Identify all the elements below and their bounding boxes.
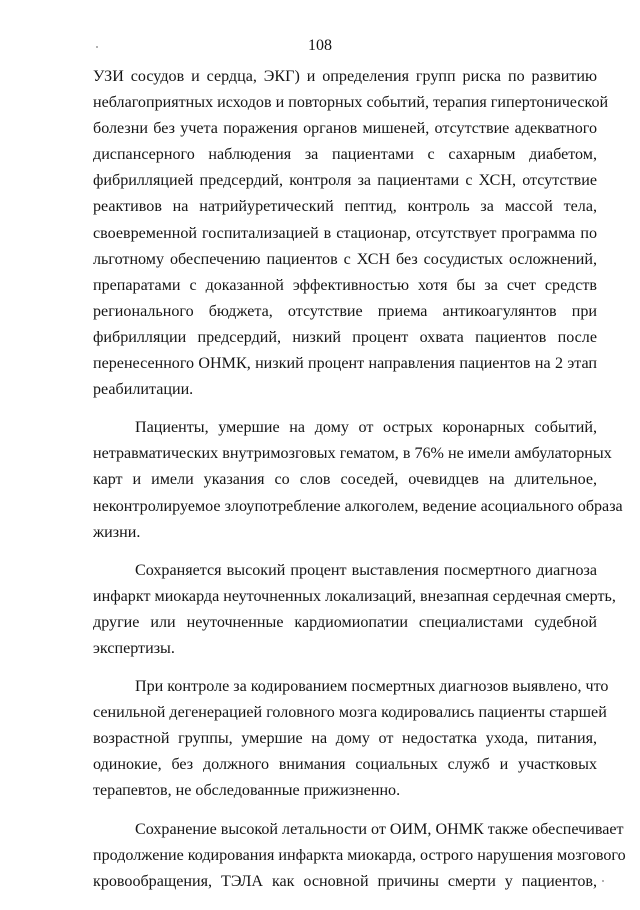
text-line: фибрилляцией предсердий, контроля за пациентами с ХСН, отсутствие bbox=[93, 172, 597, 190]
text-line: жизни. bbox=[93, 523, 141, 541]
paragraph bbox=[93, 64, 609, 403]
text-line: одинокие, без должного внимания социальных служб и участковых bbox=[93, 756, 597, 774]
text-line: фибрилляции предсердий, низкий процент охвата пациентов после bbox=[93, 328, 597, 346]
page-number: 108 bbox=[308, 37, 332, 54]
text-line: Пациенты, умершие на дому от острых коронарных событий, bbox=[135, 419, 597, 437]
text-line: реактивов на натрийуретический пептид, контроль за массой тела, bbox=[93, 198, 597, 216]
text-line: терапевтов, не обследованные прижизненно. bbox=[93, 782, 401, 800]
body-text bbox=[93, 64, 626, 895]
text-line: возрастной группы, умершие на дому от недостатка ухода, питания, bbox=[93, 730, 597, 748]
text-line: своевременной госпитализацией в стационар, отсутствует программа по bbox=[93, 224, 597, 242]
text-line: болезни без учета поражения органов мишеней, отсутствие адекватного bbox=[93, 120, 597, 138]
text-line: регионального бюджета, отсутствие приема антикоагулянтов при bbox=[93, 302, 597, 320]
text-line: экспертизы. bbox=[93, 639, 175, 657]
paragraph bbox=[93, 817, 626, 895]
text-line: При контроле за кодированием посмертных диагнозов выявлено, что bbox=[135, 678, 609, 696]
text-line: другие или неуточненные кардиомиопатии специалистами судебной bbox=[93, 613, 597, 631]
text-line: Сохраняется высокий процент выставления посмертного диагноза bbox=[135, 561, 597, 579]
text-line: льготному обеспечению пациентов с ХСН без сосудистых осложнений, bbox=[93, 250, 597, 268]
text-line: продолжение кодирования инфаркта миокарда, острого нарушения мозгового bbox=[93, 846, 626, 864]
paragraph bbox=[93, 558, 616, 662]
text-line: сенильной дегенерацией головного мозга кодировались пациенты старшей bbox=[93, 704, 607, 722]
paragraph bbox=[93, 674, 609, 804]
text-line: Сохранение высокой летальности от ОИМ, ОНМК также обеспечивает bbox=[135, 820, 624, 838]
text-line: карт и имели указания со слов соседей, очевидцев на длительное, bbox=[93, 471, 597, 489]
text-line: неконтролируемое злоупотребление алкоголем, ведение асоциального образа bbox=[93, 497, 623, 515]
text-line: перенесенного ОНМК, низкий процент направления пациентов на 2 этап bbox=[93, 355, 597, 373]
text-line: нетравматических внутримозговых гематом, в 76% не имели амбулаторных bbox=[93, 445, 612, 463]
text-line: препаратами с доказанной эффективностью хотя бы за счет средств bbox=[93, 276, 597, 294]
paragraph bbox=[93, 415, 623, 545]
text-line: инфаркт миокарда неуточненных локализаций, внезапная сердечная смерть, bbox=[93, 587, 616, 605]
text-line: реабилитации. bbox=[93, 381, 194, 399]
text-line: кровообращения, ТЭЛА как основной причины смерти у пациентов, bbox=[93, 872, 597, 890]
text-line: диспансерного наблюдения за пациентами с сахарным диабетом, bbox=[93, 146, 597, 164]
text-line: неблагоприятных исходов и повторных событий, терапия гипертонической bbox=[93, 94, 609, 112]
text-line: УЗИ сосудов и сердца, ЭКГ) и определения групп риска по развитию bbox=[93, 68, 597, 85]
scan-speck bbox=[602, 880, 604, 882]
